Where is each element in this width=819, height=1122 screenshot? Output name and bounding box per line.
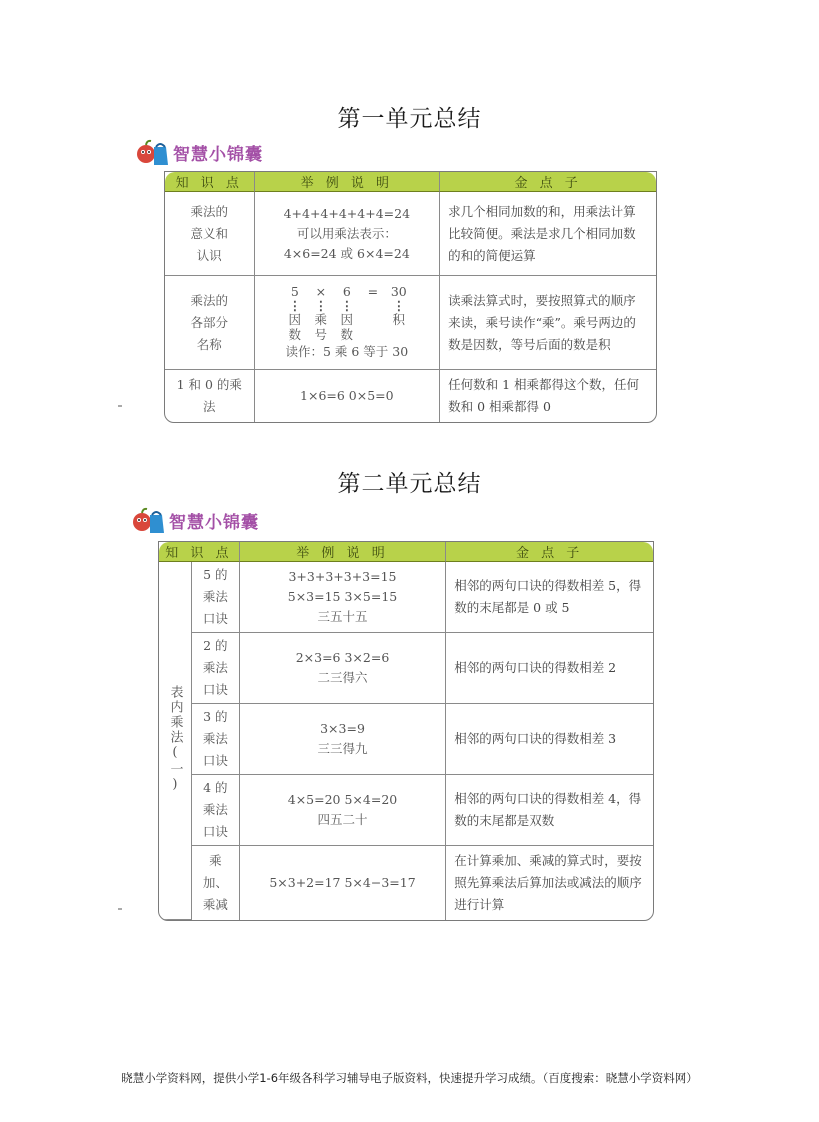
table-header-row xyxy=(165,172,656,192)
header-knowledge: 知 识 点 xyxy=(165,172,255,192)
table-row xyxy=(165,192,656,276)
unit1-title: 第一单元总结 xyxy=(337,106,482,132)
read-as: 读作：5 乘 6 等于 30 xyxy=(285,343,409,359)
table-row xyxy=(159,704,653,775)
example: 4×5=20 5×4=20 四五二十 xyxy=(240,775,446,846)
header-example: 举 例 说 明 xyxy=(240,542,446,562)
tip: 求几个相同加数的和，用乘法计算比较简便。乘法是求几个相同加数的和的简便运算 xyxy=(440,192,656,276)
tip: 任何数和 1 相乘都得这个数，任何数和 0 相乘都得 0 xyxy=(448,377,640,414)
example: 2×3=6 3×2=6 二三得六 xyxy=(240,633,446,704)
example: 1×6=6 0×5=0 xyxy=(255,370,441,422)
scan-mark xyxy=(118,908,122,910)
knowledge-point: 乘加、 乘减 xyxy=(192,846,240,920)
equation: 5 × 6 = 30 xyxy=(290,283,407,299)
group-label: 表内乘法(一) xyxy=(159,562,192,920)
table-header-row xyxy=(159,542,653,562)
unit2-badge xyxy=(131,505,259,535)
knowledge-point: 1 和 0 的乘法 xyxy=(165,370,255,422)
table-row xyxy=(165,276,656,370)
badge-label: 智慧小锦囊 xyxy=(169,512,259,533)
tip: 在计算乘加、乘减的算式时，要按照先算乘法后算加法或减法的顺序进行计算 xyxy=(454,853,642,912)
header-tip: 金 点 子 xyxy=(446,542,653,562)
dotted-pointers: ⋮ ⋮ ⋮ ⋮ xyxy=(288,297,406,313)
tip: 读乘法算式时，要按照算式的顺序来读，乘号读作“乘”。乘号两边的数是因数，等号后面的数是积 xyxy=(440,276,656,370)
knowledge-point: 3 的 乘法 口诀 xyxy=(192,704,240,775)
badge-label: 智慧小锦囊 xyxy=(173,144,263,165)
table-row xyxy=(159,562,653,633)
unit1-table xyxy=(164,171,657,423)
unit2-title: 第二单元总结 xyxy=(337,471,482,497)
apple-bag-mascot-icon xyxy=(131,505,165,535)
table-row xyxy=(165,370,656,422)
example: 3+3+3+3+3=15 5×3=15 3×5=15 三五十五 xyxy=(240,562,446,633)
part-names-2: 数 号 数 xyxy=(288,326,354,342)
unit1-badge xyxy=(135,137,263,167)
table-row xyxy=(159,775,653,846)
example-parts xyxy=(255,276,441,370)
example: 5×3+2=17 5×4−3=17 xyxy=(240,846,446,920)
table-row xyxy=(159,846,653,920)
apple-bag-mascot-icon xyxy=(135,137,169,167)
knowledge-point: 乘法的 各部分 名称 xyxy=(165,276,255,370)
unit2-table xyxy=(158,541,654,921)
tip: 相邻的两句口诀的得数相差 3 xyxy=(446,704,653,775)
knowledge-point: 5 的 乘法 口诀 xyxy=(192,562,240,633)
header-example: 举 例 说 明 xyxy=(255,172,441,192)
example: 3×3=9 三三得九 xyxy=(240,704,446,775)
knowledge-point: 乘法的 意义和 认识 xyxy=(165,192,255,276)
table-row xyxy=(159,633,653,704)
footer-note: 晓慧小学资料网，提供小学1-6年级各科学习辅导电子版资料，快速提升学习成绩。（百度搜索：晓慧小学资料网） xyxy=(121,1071,698,1085)
knowledge-point: 2 的 乘法 口诀 xyxy=(192,633,240,704)
tip: 相邻的两句口诀的得数相差 2 xyxy=(446,633,653,704)
scan-mark xyxy=(118,405,122,407)
knowledge-point: 4 的 乘法 口诀 xyxy=(192,775,240,846)
tip: 相邻的两句口诀的得数相差 4，得数的末尾都是双数 xyxy=(446,775,653,846)
example: 4+4+4+4+4+4=24 可以用乘法表示： 4×6=24 或 6×4=24 xyxy=(255,192,441,276)
header-tip: 金 点 子 xyxy=(440,172,656,192)
header-knowledge: 知 识 点 xyxy=(159,542,240,562)
tip: 相邻的两句口诀的得数相差 5，得数的末尾都是 0 或 5 xyxy=(446,562,653,633)
part-names: 因 乘 因 积 xyxy=(288,311,406,327)
